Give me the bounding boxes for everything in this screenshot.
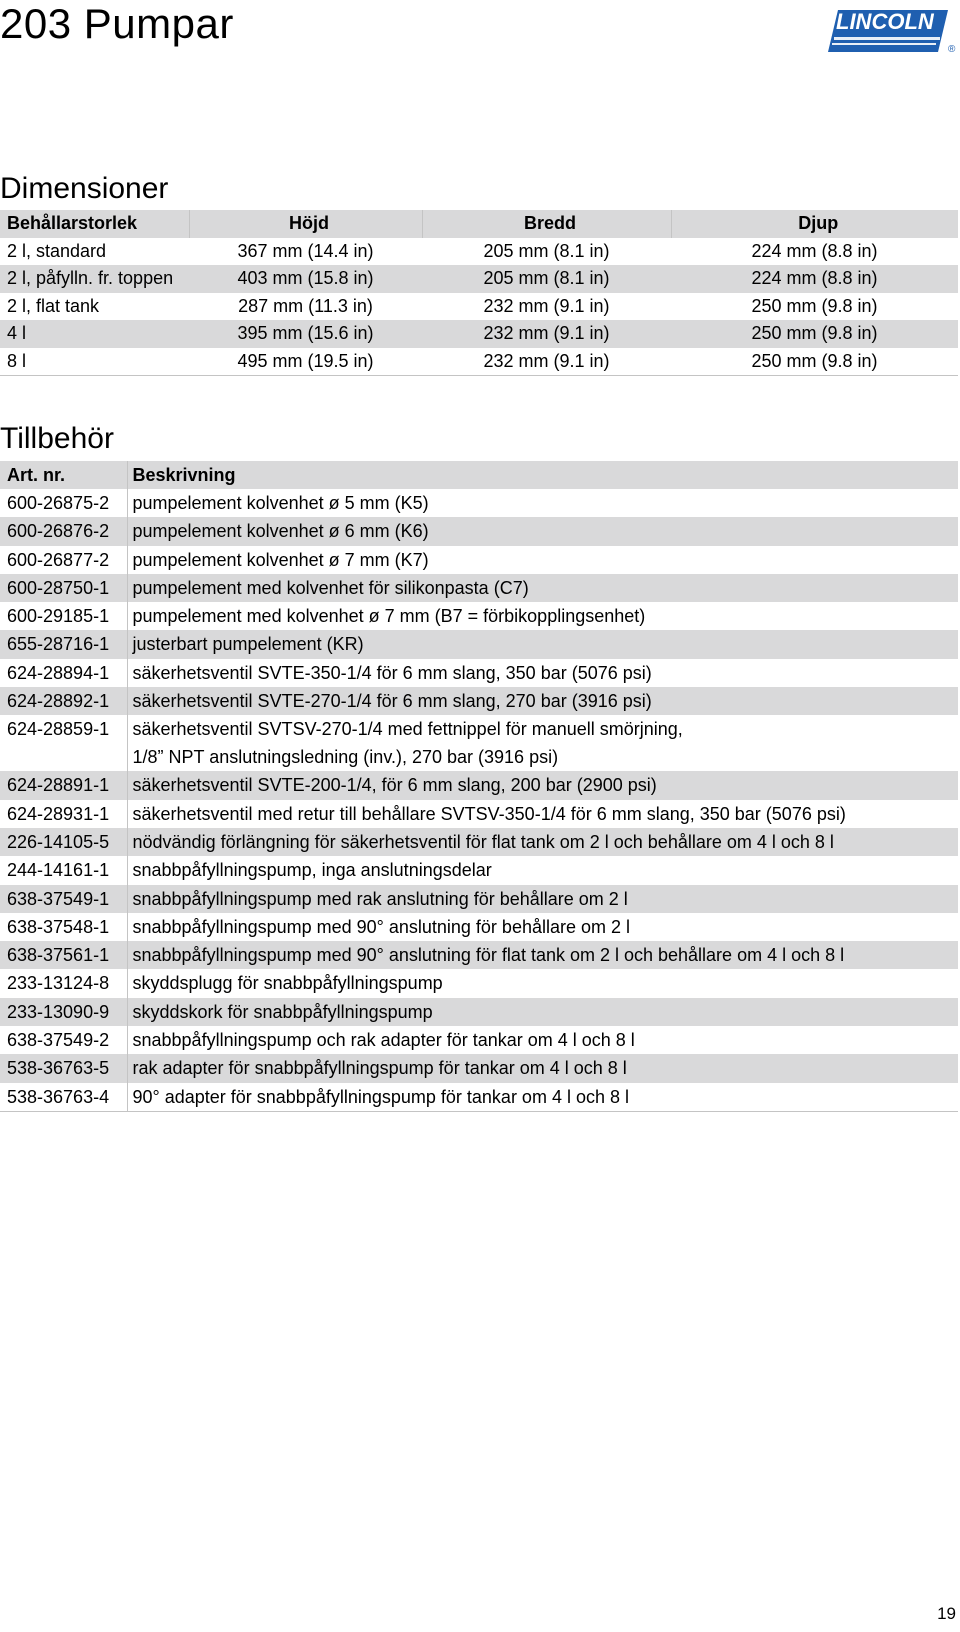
description: snabbpåfyllningspump och rak adapter för tankar om 4 l och 8 l	[127, 1026, 958, 1054]
table-cell: 250 mm (9.8 in)	[671, 320, 958, 348]
table-row	[0, 856, 958, 884]
col-header: Djup	[671, 210, 958, 238]
table-cell: 205 mm (8.1 in)	[422, 265, 671, 293]
table-row	[0, 293, 958, 321]
article-number: 638-37549-1	[0, 885, 127, 913]
article-number: 624-28892-1	[0, 687, 127, 715]
article-number: 655-28716-1	[0, 630, 127, 658]
table-cell: 287 mm (11.3 in)	[238, 295, 373, 316]
table-row	[0, 998, 958, 1026]
table-cell: 2 l, standard	[7, 240, 107, 261]
description: säkerhetsventil SVTE-200-1/4, för 6 mm slang, 200 bar (2900 psi)	[127, 771, 958, 799]
table-row	[0, 348, 958, 376]
table-row	[0, 687, 958, 715]
description: pumpelement kolvenhet ø 6 mm (K6)	[127, 517, 958, 545]
description: 90° adapter för snabbpåfyllningspump för tankar om 4 l och 8 l	[127, 1083, 958, 1112]
description: säkerhetsventil SVTSV-270-1/4 med fettnippel för manuell smörjning, 1/8” NPT anslutningsledning (inv.), 270 bar (3916 psi)	[127, 715, 958, 771]
table-cell: 232 mm (9.1 in)	[422, 320, 671, 348]
description: snabbpåfyllningspump med 90° anslutning för flat tank om 2 l och behållare om 4 l och 8 l	[127, 941, 958, 969]
col-header: Behållarstorlek	[0, 210, 189, 238]
table-row	[0, 969, 958, 997]
table-row	[0, 828, 958, 856]
article-number: 624-28931-1	[7, 803, 110, 824]
table-row	[0, 715, 958, 771]
registered-mark: ®	[948, 44, 956, 55]
table-row	[0, 602, 958, 630]
article-number: 600-29185-1	[7, 606, 110, 627]
table-row	[0, 941, 958, 969]
table-cell: 232 mm (9.1 in)	[422, 348, 671, 376]
table-cell: 4 l	[0, 320, 189, 348]
logo-text: LINCOLN	[836, 9, 934, 34]
article-number: 638-37549-2	[7, 1030, 110, 1051]
table-row	[0, 913, 958, 941]
article-number: 226-14105-5	[0, 828, 127, 856]
description: pumpelement kolvenhet ø 5 mm (K5)	[127, 489, 958, 517]
table-cell: 395 mm (15.6 in)	[189, 320, 422, 348]
col-header: Höjd	[189, 210, 422, 238]
article-number: 538-36763-4	[0, 1083, 127, 1112]
table-row	[0, 659, 958, 687]
article-number: 538-36763-5	[0, 1054, 127, 1082]
table-row	[0, 238, 958, 266]
table-row	[0, 1026, 958, 1054]
dimensions-title: Dimensioner	[0, 172, 169, 205]
table-cell: 8 l	[0, 348, 189, 376]
table-row	[0, 1083, 958, 1112]
description: pumpelement kolvenhet ø 7 mm (K7)	[127, 546, 958, 574]
table-row	[0, 574, 958, 602]
table-row	[0, 320, 958, 348]
col-header: Beskrivning	[127, 461, 958, 489]
article-number: 638-37561-1	[0, 941, 127, 969]
table-cell: 224 mm (8.8 in)	[671, 265, 958, 293]
dimensions-table	[0, 210, 958, 376]
table-cell: 2 l, flat tank	[7, 295, 100, 316]
table-row	[0, 517, 958, 545]
article-number: 624-28859-1	[7, 719, 110, 740]
table-cell: 224 mm (8.8 in)	[751, 240, 878, 261]
accessories-header-row	[0, 461, 958, 489]
article-number: 233-13090-9	[0, 998, 127, 1026]
description: snabbpåfyllningspump med rak anslutning för behållare om 2 l	[127, 885, 958, 913]
accessories-title: Tillbehör	[0, 422, 114, 455]
article-number: 600-26876-2	[0, 517, 127, 545]
table-row	[0, 800, 958, 828]
article-number: 638-37548-1	[7, 916, 110, 937]
table-cell: 205 mm (8.1 in)	[483, 240, 610, 261]
table-row	[0, 489, 958, 517]
col-header: Bredd	[422, 210, 671, 238]
table-cell: 2 l, påfylln. fr. toppen	[0, 265, 189, 293]
description: säkerhetsventil SVTE-350-1/4 för 6 mm slang, 350 bar (5076 psi)	[127, 659, 958, 687]
description: pumpelement med kolvenhet ø 7 mm (B7 = förbikopplingsenhet)	[127, 602, 958, 630]
article-number: 624-28891-1	[0, 771, 127, 799]
article-number: 600-28750-1	[0, 574, 127, 602]
description: skyddskork för snabbpåfyllningspump	[127, 998, 958, 1026]
description: rak adapter för snabbpåfyllningspump för tankar om 4 l och 8 l	[127, 1054, 958, 1082]
col-header: Art. nr.	[0, 461, 127, 489]
table-cell: 250 mm (9.8 in)	[751, 295, 878, 316]
page-number: 19	[937, 1604, 956, 1623]
table-cell: 403 mm (15.8 in)	[189, 265, 422, 293]
article-number: 624-28894-1	[7, 662, 110, 683]
table-cell: 495 mm (19.5 in)	[189, 348, 422, 376]
table-cell: 367 mm (14.4 in)	[237, 240, 374, 261]
description: nödvändig förlängning för säkerhetsventil för flat tank om 2 l och behållare om 4 l och 8 l	[127, 828, 958, 856]
dimensions-header-row	[0, 210, 958, 238]
article-number: 233-13124-8	[7, 973, 110, 994]
table-cell: 250 mm (9.8 in)	[671, 348, 958, 376]
page-title: 203 Pumpar	[0, 0, 234, 47]
description: justerbart pumpelement (KR)	[127, 630, 958, 658]
article-number: 244-14161-1	[7, 860, 110, 881]
description: pumpelement med kolvenhet för silikonpasta (C7)	[127, 574, 958, 602]
description: säkerhetsventil SVTE-270-1/4 för 6 mm slang, 270 bar (3916 psi)	[127, 687, 958, 715]
accessories-table	[0, 461, 958, 1112]
lincoln-logo	[824, 4, 960, 58]
table-row	[0, 546, 958, 574]
table-row	[0, 630, 958, 658]
description: säkerhetsventil med retur till behållare SVTSV-350-1/4 för 6 mm slang, 350 bar (5076 psi)	[127, 800, 958, 828]
table-row	[0, 771, 958, 799]
description: skyddsplugg för snabbpåfyllningspump	[127, 969, 958, 997]
table-row	[0, 1054, 958, 1082]
table-row	[0, 885, 958, 913]
description: snabbpåfyllningspump, inga anslutningsdelar	[127, 856, 958, 884]
article-number: 600-26875-2	[7, 493, 110, 513]
table-cell: 232 mm (9.1 in)	[483, 295, 610, 316]
description: snabbpåfyllningspump med 90° anslutning för behållare om 2 l	[127, 913, 958, 941]
table-row	[0, 265, 958, 293]
article-number: 600-26877-2	[7, 549, 110, 570]
